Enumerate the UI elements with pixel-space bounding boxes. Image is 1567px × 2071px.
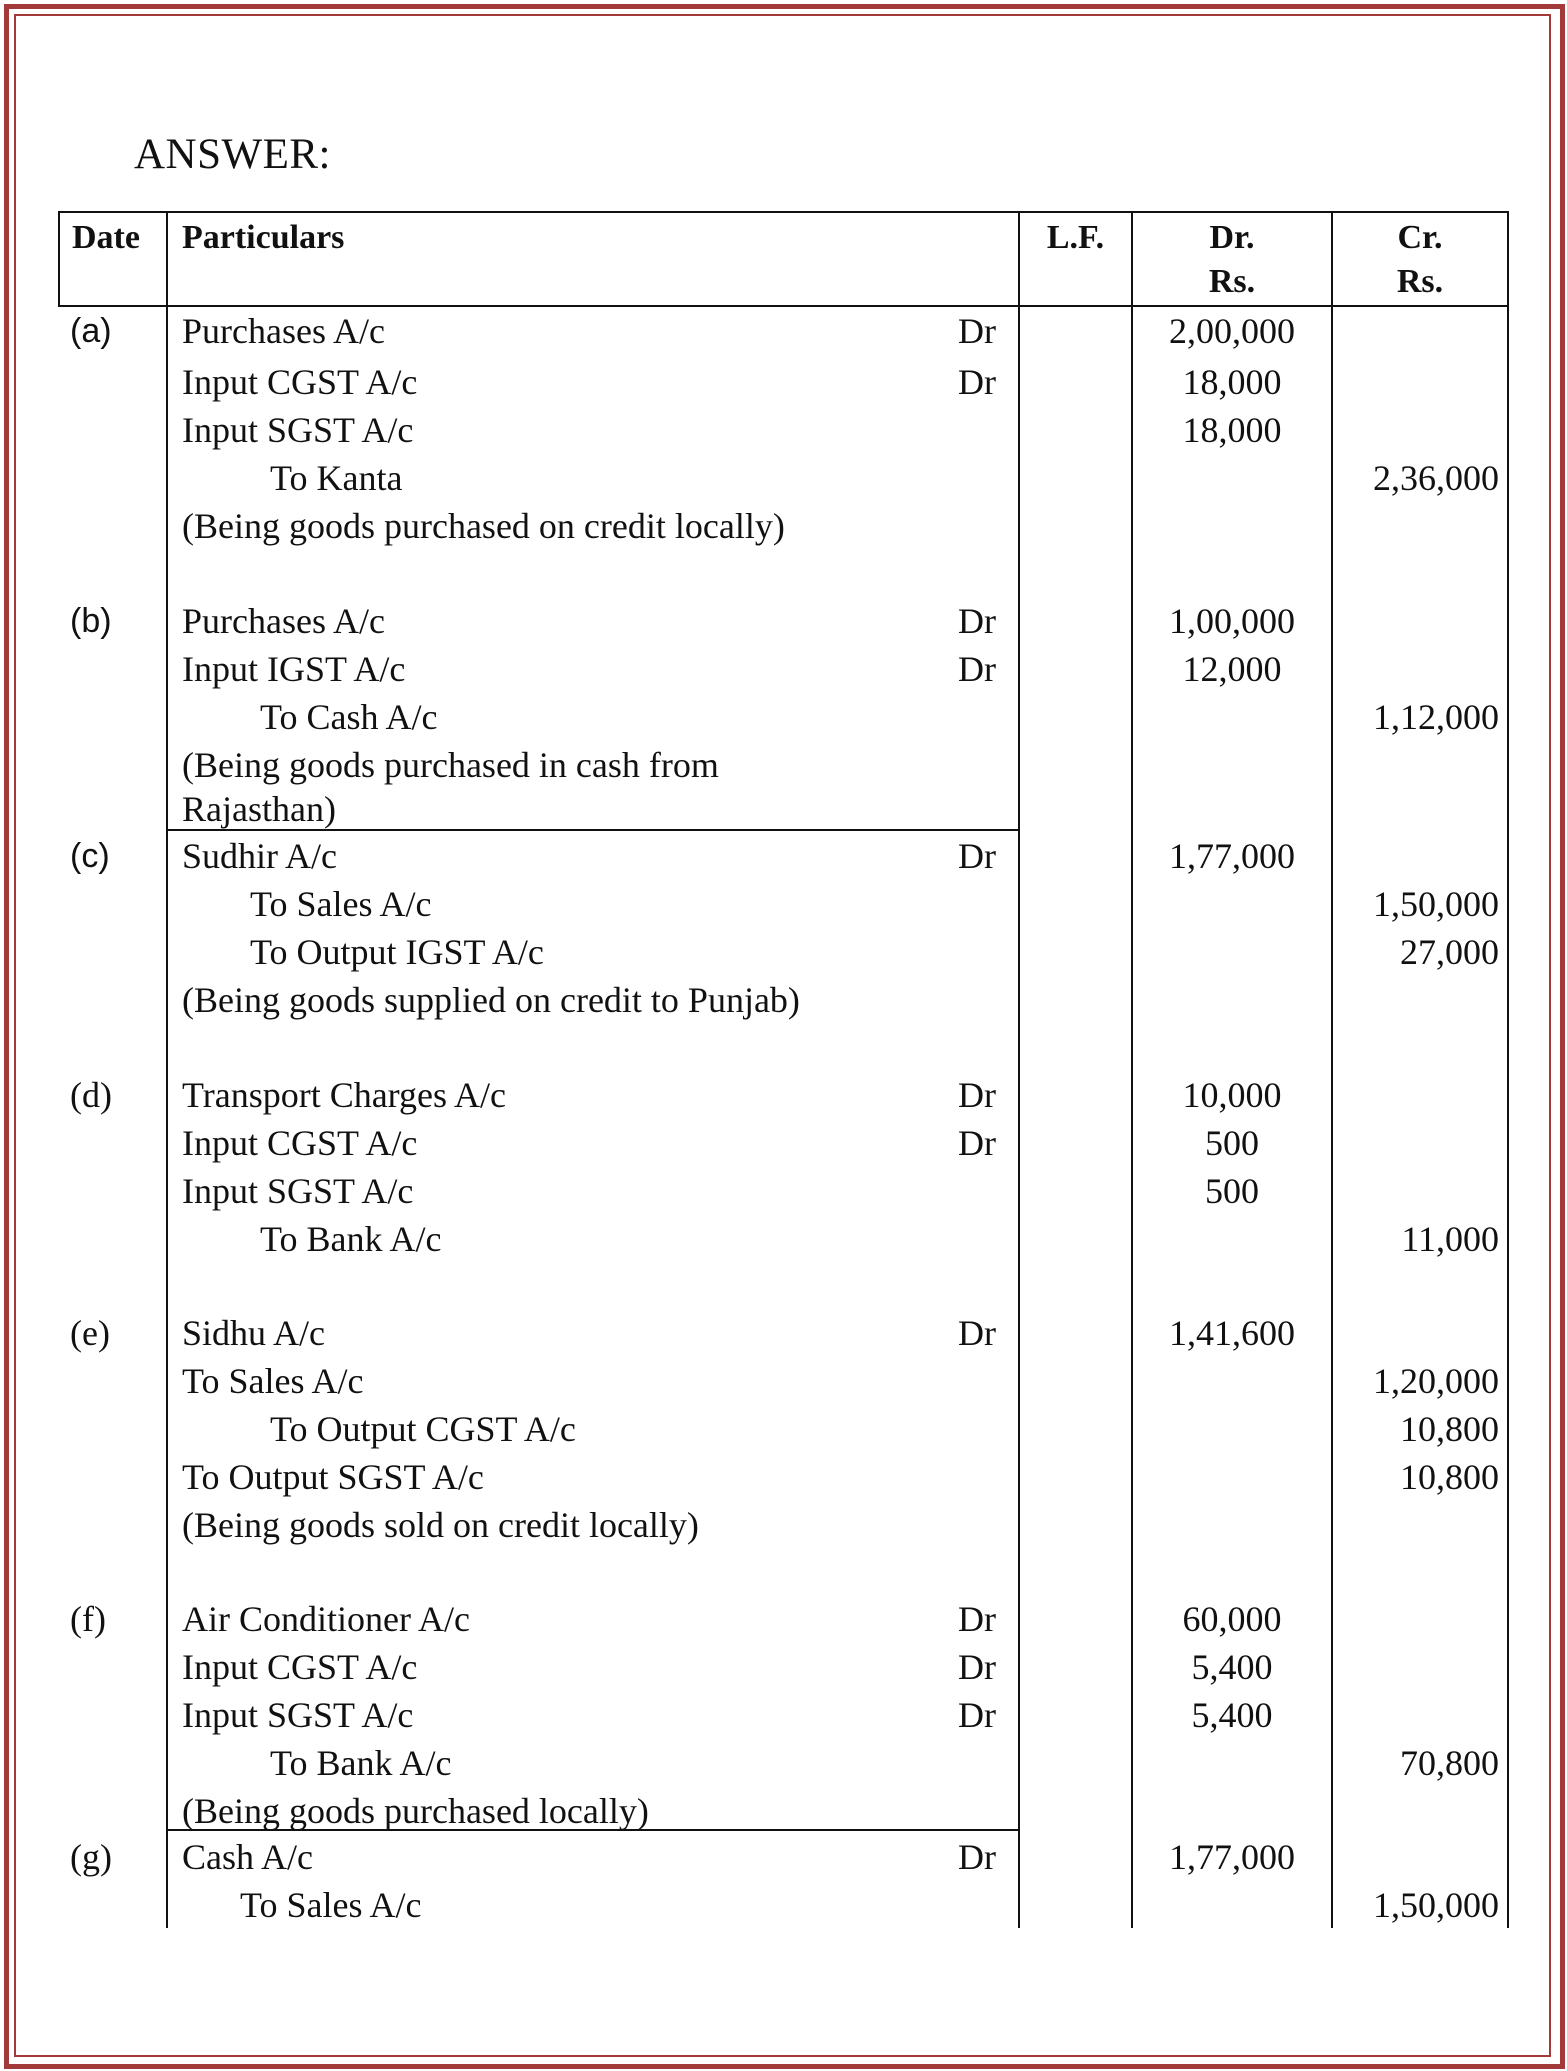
row-credit-amount: 2,36,000	[1373, 458, 1499, 498]
row-particulars: Input CGST A/c	[182, 1647, 418, 1687]
row-dr-marker: Dr	[958, 362, 996, 402]
table-row	[0, 1643, 1567, 1691]
table-row	[0, 406, 1567, 454]
row-particulars: To Output SGST A/c	[182, 1457, 484, 1497]
row-debit-amount: 18,000	[1182, 362, 1282, 402]
row-particulars: To Output CGST A/c	[270, 1409, 576, 1449]
row-credit-amount: 11,000	[1401, 1219, 1499, 1259]
row-particulars: Input IGST A/c	[182, 649, 406, 689]
table-row	[0, 1595, 1567, 1643]
row-particulars: To Sales A/c	[240, 1885, 422, 1925]
row-date: (g)	[70, 1837, 112, 1877]
row-credit-amount: 70,800	[1400, 1743, 1499, 1783]
table-row	[0, 1739, 1567, 1787]
row-debit-amount: 2,00,000	[1169, 311, 1295, 351]
row-dr-marker: Dr	[958, 1695, 996, 1735]
row-date: (b)	[70, 602, 112, 640]
header-cr-currency: Rs.	[1396, 263, 1444, 300]
header-cr	[1333, 216, 1507, 304]
header-particulars: Particulars	[182, 219, 345, 256]
row-particulars: Transport Charges A/c	[182, 1075, 506, 1115]
row-particulars: Air Conditioner A/c	[182, 1599, 470, 1639]
row-debit-amount: 1,41,600	[1169, 1313, 1295, 1353]
header-dr	[1133, 216, 1331, 304]
row-debit-amount: 60,000	[1182, 1599, 1282, 1639]
table-row	[0, 502, 1567, 550]
row-dr-marker: Dr	[958, 836, 996, 876]
table-row	[0, 454, 1567, 502]
row-dr-marker: Dr	[958, 601, 996, 641]
row-particulars: To Output IGST A/c	[250, 932, 544, 972]
row-debit-amount: 1,00,000	[1169, 601, 1295, 641]
row-particulars: (Being goods purchased in cash from	[182, 745, 719, 785]
header-dr-label: Dr.	[1209, 219, 1255, 256]
row-dr-marker: Dr	[958, 1647, 996, 1687]
row-particulars: To Bank A/c	[270, 1743, 452, 1783]
row-dr-marker: Dr	[958, 1313, 996, 1353]
row-particulars: Purchases A/c	[182, 601, 385, 641]
header-date: Date	[72, 219, 140, 256]
row-date: (c)	[70, 837, 110, 875]
row-credit-amount: 10,800	[1400, 1457, 1499, 1497]
table-row	[0, 1833, 1567, 1881]
header-dr-currency: Rs.	[1208, 263, 1256, 300]
row-particulars: To Bank A/c	[260, 1219, 442, 1259]
table-row	[0, 1881, 1567, 1929]
table-row	[0, 1691, 1567, 1739]
row-particulars: Input SGST A/c	[182, 1695, 414, 1735]
row-dr-marker: Dr	[958, 1837, 996, 1877]
table-row	[0, 1501, 1567, 1549]
row-debit-amount: 5,400	[1191, 1647, 1273, 1687]
row-particulars: Input SGST A/c	[182, 410, 414, 450]
row-particulars: To Sales A/c	[250, 884, 432, 924]
col-border-left	[58, 211, 60, 305]
row-particulars: (Being goods supplied on credit to Punjab)	[182, 980, 800, 1020]
header-lf: L.F.	[1046, 219, 1105, 256]
row-particulars: To Sales A/c	[182, 1361, 364, 1401]
table-row	[0, 307, 1567, 355]
row-debit-amount: 5,400	[1191, 1695, 1273, 1735]
table-row	[0, 1119, 1567, 1167]
table-row	[0, 832, 1567, 880]
row-date: (e)	[70, 1313, 110, 1353]
row-credit-amount: 1,20,000	[1373, 1361, 1499, 1401]
row-particulars: Input SGST A/c	[182, 1171, 414, 1211]
row-date: (f)	[70, 1599, 106, 1639]
table-row	[0, 785, 1567, 833]
row-particulars: Input CGST A/c	[182, 1123, 418, 1163]
table-row	[0, 693, 1567, 741]
row-debit-amount: 500	[1205, 1123, 1259, 1163]
row-dr-marker: Dr	[958, 1599, 996, 1639]
row-debit-amount: 10,000	[1182, 1075, 1282, 1115]
row-particulars: (Being goods purchased locally)	[182, 1791, 649, 1831]
row-dr-marker: Dr	[958, 649, 996, 689]
table-row	[0, 1309, 1567, 1357]
table-row	[0, 1357, 1567, 1405]
table-row	[0, 741, 1567, 789]
row-credit-amount: 1,50,000	[1373, 884, 1499, 924]
row-particulars: Rajasthan)	[182, 789, 336, 829]
table-row	[0, 1453, 1567, 1501]
table-row	[0, 645, 1567, 693]
row-debit-amount: 18,000	[1182, 410, 1282, 450]
table-row	[0, 1405, 1567, 1453]
row-date: (a)	[70, 312, 112, 350]
table-row	[0, 358, 1567, 406]
row-particulars: Input CGST A/c	[182, 362, 418, 402]
row-particulars: Purchases A/c	[182, 311, 385, 351]
row-debit-amount: 1,77,000	[1169, 1837, 1295, 1877]
answer-heading: ANSWER:	[134, 131, 331, 178]
table-top-border	[58, 211, 1509, 213]
row-dr-marker: Dr	[958, 1075, 996, 1115]
row-particulars: (Being goods purchased on credit locally)	[182, 506, 785, 546]
table-row	[0, 1787, 1567, 1835]
row-debit-amount: 12,000	[1182, 649, 1282, 689]
row-particulars: To Cash A/c	[260, 697, 438, 737]
table-row	[0, 1167, 1567, 1215]
row-debit-amount: 500	[1205, 1171, 1259, 1211]
table-row	[0, 1071, 1567, 1119]
row-credit-amount: 10,800	[1400, 1409, 1499, 1449]
row-particulars: To Kanta	[270, 458, 403, 498]
row-credit-amount: 1,12,000	[1373, 697, 1499, 737]
header-cr-label: Cr.	[1397, 219, 1443, 256]
table-row	[0, 1215, 1567, 1263]
table-row	[0, 976, 1567, 1024]
row-dr-marker: Dr	[958, 311, 996, 351]
row-particulars: (Being goods sold on credit locally)	[182, 1505, 699, 1545]
table-row	[0, 597, 1567, 645]
row-particulars: Sudhir A/c	[182, 836, 338, 876]
table-row	[0, 928, 1567, 976]
row-date: (d)	[70, 1075, 112, 1115]
row-debit-amount: 1,77,000	[1169, 836, 1295, 876]
row-credit-amount: 27,000	[1400, 932, 1499, 972]
row-dr-marker: Dr	[958, 1123, 996, 1163]
row-particulars: Sidhu A/c	[182, 1313, 326, 1353]
table-row	[0, 880, 1567, 928]
row-particulars: Cash A/c	[182, 1837, 313, 1877]
row-credit-amount: 1,50,000	[1373, 1885, 1499, 1925]
